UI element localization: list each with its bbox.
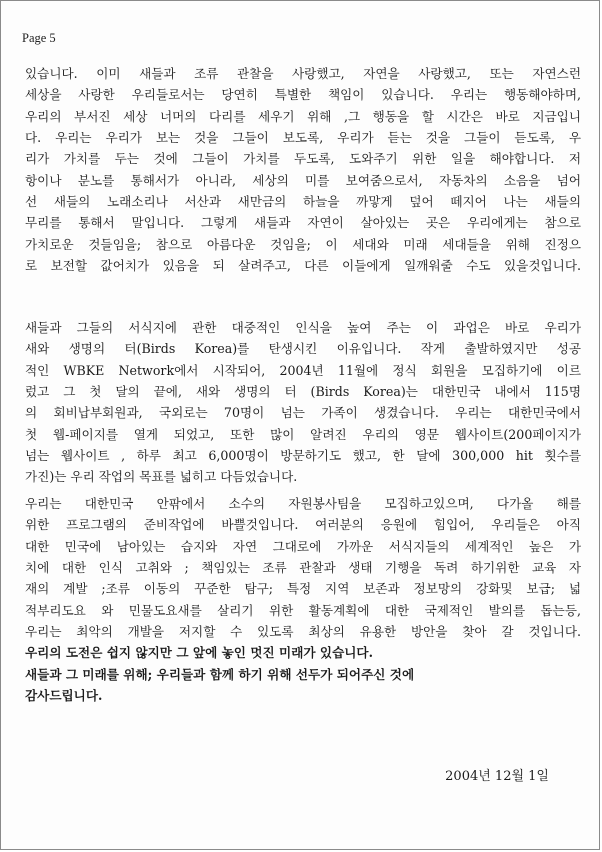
- text-line: 다. 우리는 우리가 보는 것을 그들이 보도록, 우리가 듣는 것을 그들이 듣도록, 우: [25, 130, 581, 146]
- text-line: 항이나 분노를 통해서가 아니라, 세상의 미를 보여줌으로서, 자동차의 소음을 넘어: [25, 172, 581, 188]
- text-line: 새들과 그 미래를 위해; 우리들과 함께 하기 위해 선두가 되어주신 것에: [25, 666, 415, 682]
- text-line: 우리의 도전은 쉽지 않지만 그 앞에 놓인 멋진 미래가 있습니다.: [25, 645, 373, 661]
- text-line: 가치로운 것들임을; 참으로 아름다운 것임을; 이 세대와 미래 세대들을 위해 진정으: [25, 236, 581, 252]
- text-line: 세상을 사랑한 우리들로서는 당연히 특별한 책임이 있습니다. 우리는 행동해야하며,: [25, 87, 581, 103]
- paragraph-2: [25, 317, 581, 488]
- text-line: 위한 프로그램의 준비작업에 바쁠것입니다. 여러분의 응원에 힘입어, 우리들은 아직: [25, 517, 581, 533]
- text-line: 렀고 그 첫 달의 끝에, 새와 생명의 터 (Birds Korea)는 대한민국 내에서 115명: [25, 384, 581, 400]
- text-line: 재의 계발 ;조류 이동의 꾸준한 탐구; 특정 지역 보존과 정보망의 강화및 보급; 넓: [25, 581, 581, 597]
- text-line: 치에 대한 인식 고취와 ; 책임있는 조류 관찰과 생태 기행을 독려 하기위한 교육 자: [25, 560, 581, 576]
- text-line: 우리의 부서진 세상 너머의 다리를 세우기 위해 ,그 행동을 할 시간은 바로 지금입니: [25, 108, 581, 124]
- text-line: 적인 WBKE Network에서 시작되어, 2004년 11월에 정식 회원을 모집하기에 이르: [25, 362, 581, 378]
- text-line: 로 보전할 값어치가 있음을 되 살려주고, 다른 이들에게 일깨워줄 수도 있을것입니다.: [25, 258, 581, 274]
- text-line: 첫 웹-페이지를 열게 되었고, 또한 많이 알려진 우리의 영문 웹사이트(200페이지가: [25, 426, 581, 442]
- text-line: 우리는 대한민국 안팎에서 소수의 자원봉사팀을 모집하고있으며, 다가올 해를: [25, 496, 581, 511]
- paragraph-3: [25, 493, 581, 706]
- text-line: 있습니다. 이미 새들과 조류 관찰을 사랑했고, 자연을 사랑했고, 또는 자연스런: [25, 66, 581, 81]
- text-line: 리가 가치를 두는 것에 그들이 가치를 두도록, 도와주기 위한 일을 해야합니다. 저: [25, 151, 581, 167]
- text-line: 넘는 웹사이트 , 하루 최고 6,000명이 방문하기도 했고, 한 달에 300,000 hit 횟수를: [25, 448, 581, 464]
- text-line: 적부리도요 와 민물도요새를 살리기 위한 활동계획에 대한 국제적인 발의를 돕는등,: [25, 602, 581, 618]
- text-line: 우리는 최악의 개발을 저지할 수 있도록 최상의 유용한 방안을 찾아 갈 것입니다.: [25, 624, 581, 640]
- text-line: 새들과 그들의 서식지에 관한 대중적인 인식을 높여 주는 이 과업은 바로 우리가: [25, 320, 581, 335]
- document-date: 2004년 12월 1일: [445, 769, 549, 784]
- text-line: 새와 생명의 터(Birds Korea)를 탄생시킨 이유입니다. 작게 출발하였지만 성공: [25, 341, 581, 357]
- text-line: 선 새들의 노래소리나 서산과 새만금의 하늘을 까맣게 덮어 떼지어 나는 새들의: [25, 194, 581, 210]
- text-line: 무리를 통해서 말입니다. 그렇게 새들과 자연이 살아있는 곳은 우리에게는 참으로: [25, 215, 581, 231]
- page-number: Page 5: [22, 31, 56, 45]
- text-line: 의 회비납부회원과, 국외로는 70명이 넘는 가족이 생겼습니다. 우리는 대한민국에서: [25, 405, 581, 421]
- text-line: 감사드립니다.: [25, 688, 103, 704]
- text-line: 대한 민국에 남아있는 습지와 자연 그대로에 가까운 서식지들의 세계적인 높은 가: [25, 538, 581, 554]
- text-line: 가진)는 우리 작업의 목표를 넓히고 다듬었습니다.: [25, 469, 298, 485]
- paragraph-1: [25, 63, 581, 276]
